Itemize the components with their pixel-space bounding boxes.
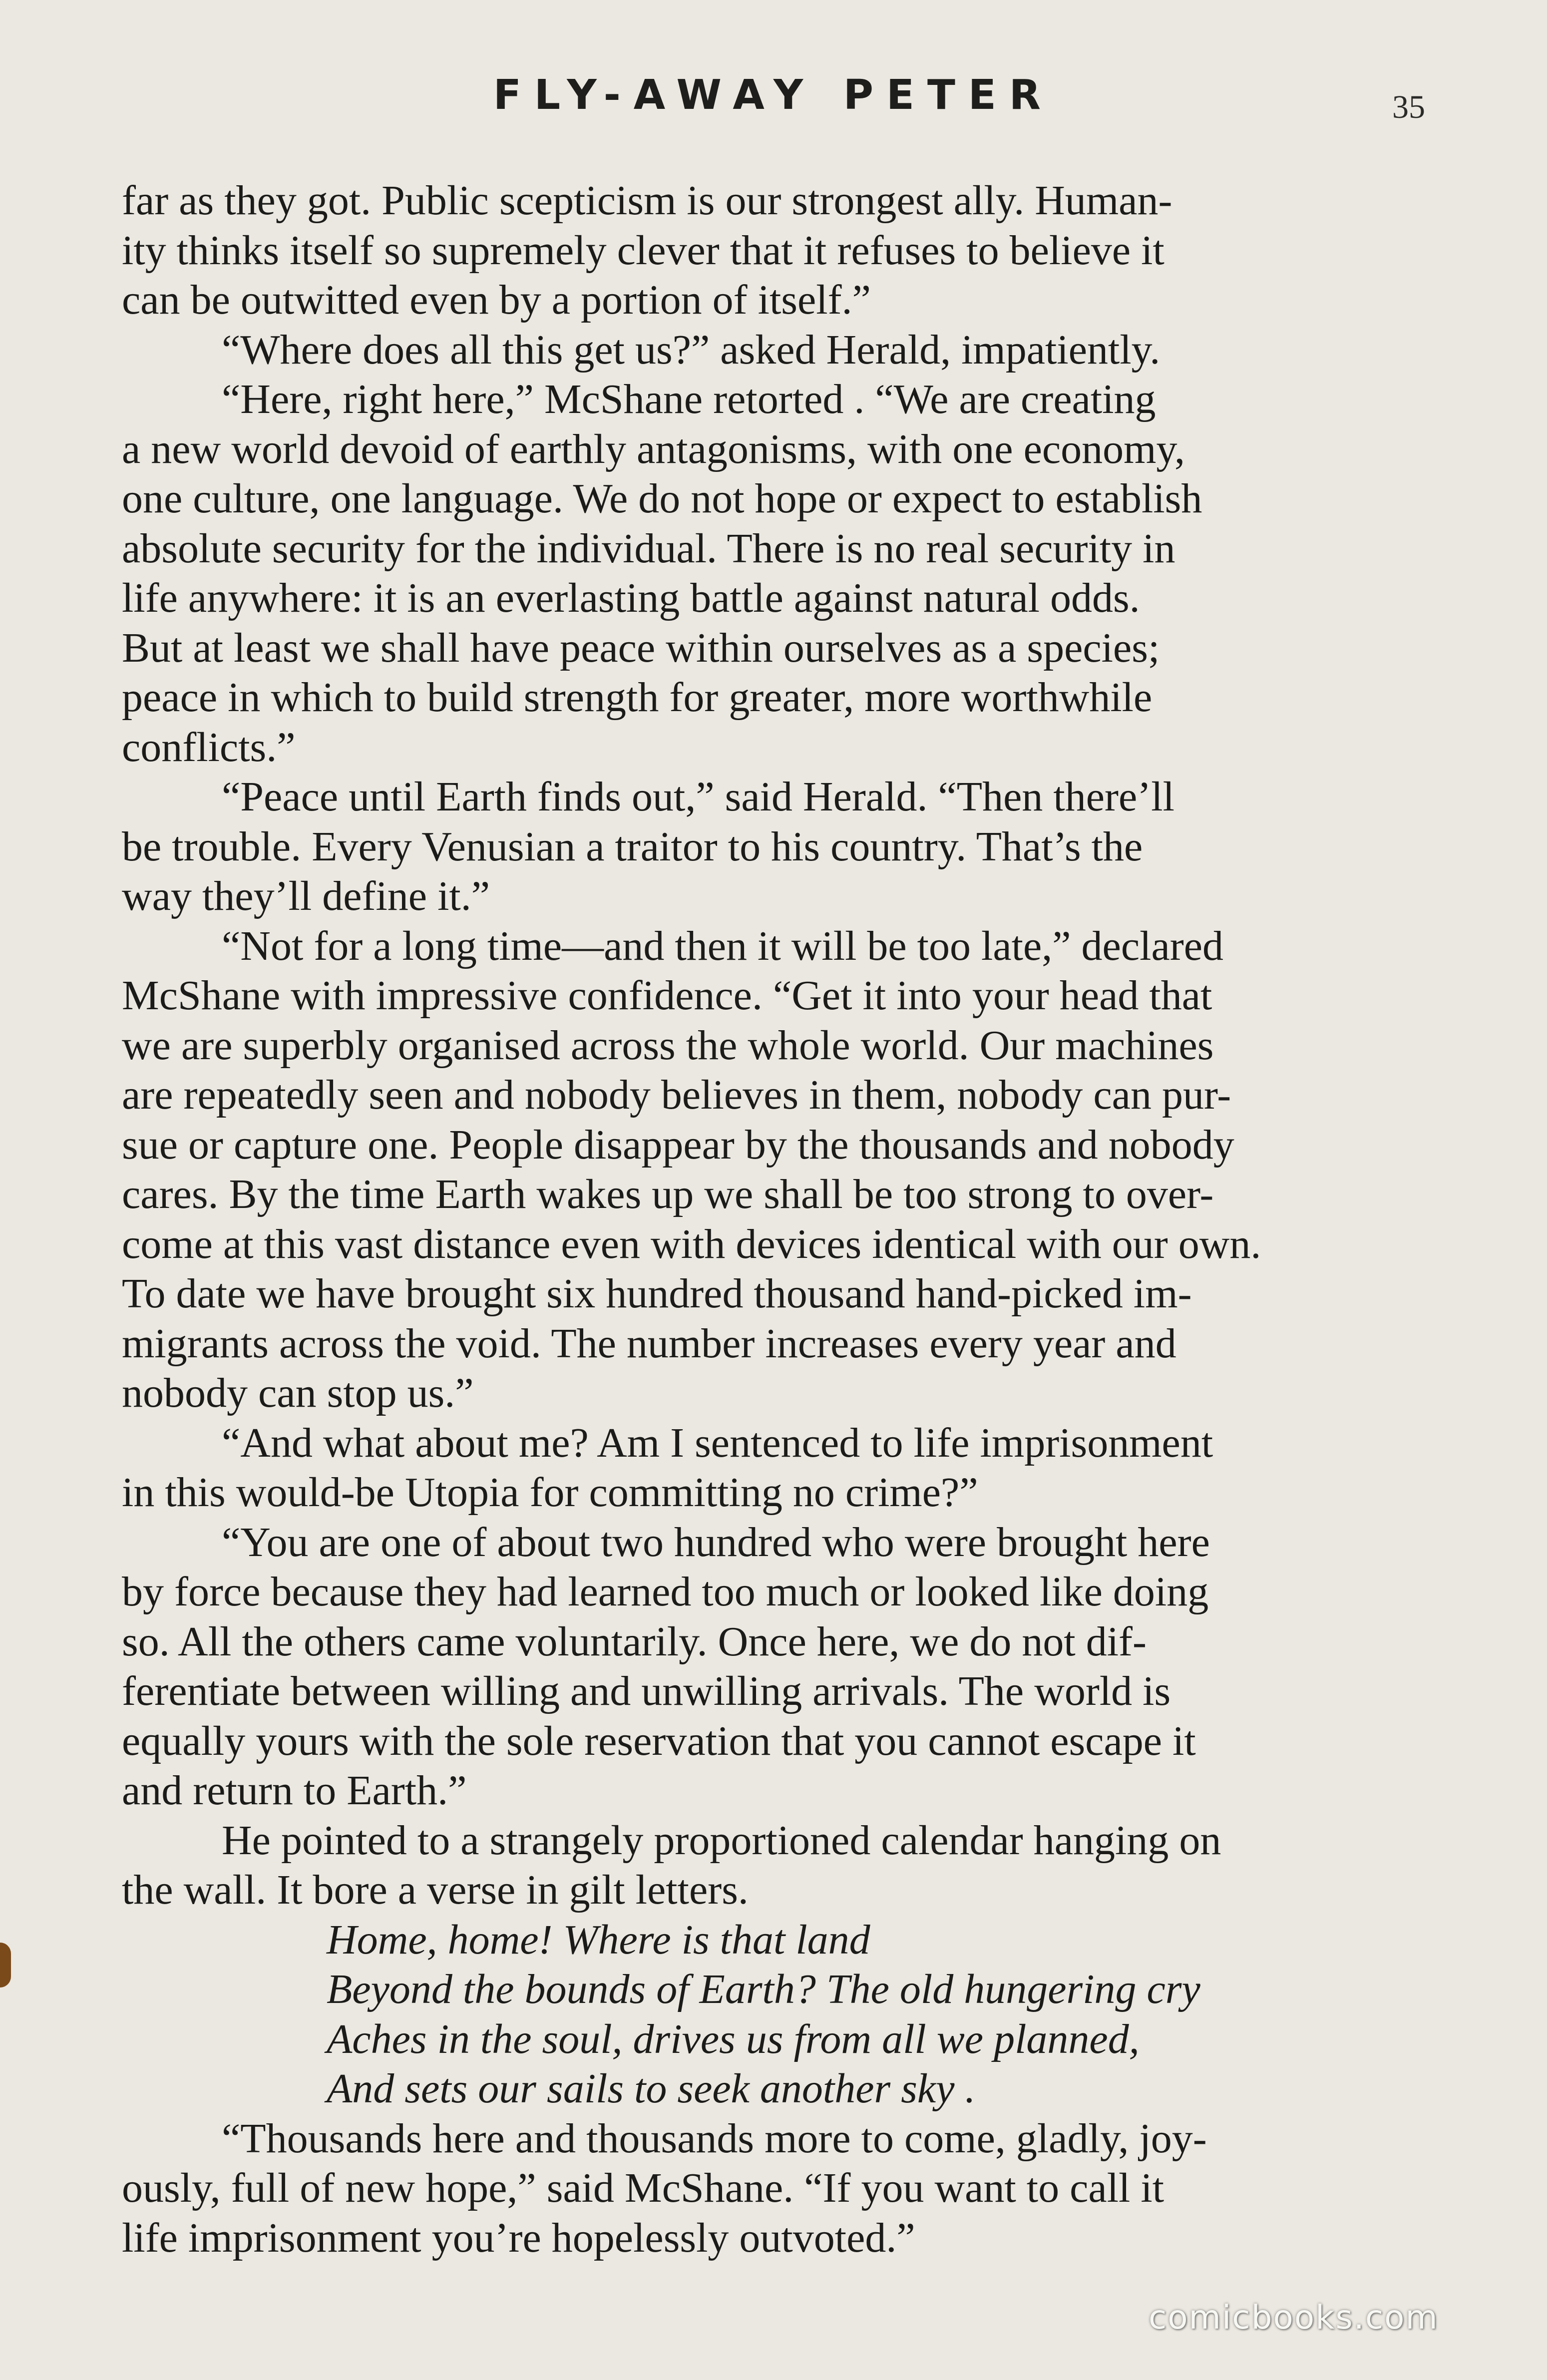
text-line: come at this vast distance even with devices identical with our own. [122,1220,1261,1267]
verse-line: Beyond the bounds of Earth? The old hungering cry [327,1966,1200,2012]
text-line: we are superbly organised across the whole world. Our machines [122,1022,1214,1069]
text-line: conflicts.” [122,724,296,771]
page-number: 35 [1392,89,1425,125]
text-line: ously, full of new hope,” said McShane. “If you want to call it [122,2165,1164,2211]
text-line: “Peace until Earth finds out,” said Herald. “Then there’ll [222,774,1174,820]
text-line: nobody can stop us.” [122,1370,474,1416]
text-line: are repeatedly seen and nobody believes in them, nobody can pur- [122,1072,1231,1118]
text-line: “Where does all this get us?” asked Herald, impatiently. [222,326,1160,373]
text-line: “Here, right here,” McShane retorted . “We are creating [222,376,1156,422]
text-line: ity thinks itself so supremely clever that it refuses to believe it [122,227,1164,274]
watermark: comicbooks.com [1149,2298,1439,2337]
text-line: one culture, one language. We do not hope or expect to establish [122,475,1202,522]
text-line: and return to Earth.” [122,1767,467,1814]
text-line: “You are one of about two hundred who were brought here [222,1519,1210,1566]
running-head-title: FLY-AWAY PETER [493,71,1054,119]
text-line: can be outwitted even by a portion of itself.” [122,277,871,323]
text-line: life anywhere: it is an everlasting battle against natural odds. [122,575,1140,621]
text-line: cares. By the time Earth wakes up we shall be too strong to over- [122,1171,1214,1217]
verse-line: And sets our sails to seek another sky . [327,2065,976,2112]
body-text [122,176,1425,2263]
text-line: sue or capture one. People disappear by the thousands and nobody [122,1121,1234,1168]
text-line: way they’ll define it.” [122,873,490,919]
text-line: far as they got. Public scepticism is our strongest ally. Human- [122,177,1172,224]
text-line: absolute security for the individual. There is no real security in [122,525,1175,572]
text-line: “Not for a long time—and then it will be too late,” declared [222,922,1223,969]
page-edge-stain [0,1943,11,1987]
text-line: But at least we shall have peace within ourselves as a species; [122,624,1160,671]
text-line: so. All the others came voluntarily. Once here, we do not dif- [122,1618,1147,1665]
text-line: equally yours with the sole reservation that you cannot escape it [122,1717,1196,1764]
text-line: He pointed to a strangely proportioned calendar hanging on [222,1817,1221,1864]
text-line: To date we have brought six hundred thousand hand-picked im- [122,1270,1192,1317]
text-line: McShane with impressive confidence. “Get it into your head that [122,972,1212,1019]
text-line: “Thousands here and thousands more to come, gladly, joy- [222,2115,1207,2162]
text-line: “And what about me? Am I sentenced to life imprisonment [222,1419,1213,1466]
text-line: peace in which to build strength for greater, more worthwhile [122,674,1153,721]
text-line: migrants across the void. The number increases every year and [122,1320,1176,1367]
text-line: a new world devoid of earthly antagonisms, with one economy, [122,425,1185,472]
text-line: be trouble. Every Venusian a traitor to his country. That’s the [122,823,1143,870]
verse-line: Aches in the soul, drives us from all we planned, [327,2015,1140,2062]
text-line: ferentiate between willing and unwilling arrivals. The world is [122,1668,1171,1714]
text-line: life imprisonment you’re hopelessly outvoted.” [122,2214,915,2261]
text-line: by force because they had learned too much or looked like doing [122,1569,1209,1615]
text-line: the wall. It bore a verse in gilt letters. [122,1867,749,1913]
verse-line: Home, home! Where is that land [327,1916,870,1963]
text-line: in this would-be Utopia for committing no crime?” [122,1469,978,1516]
